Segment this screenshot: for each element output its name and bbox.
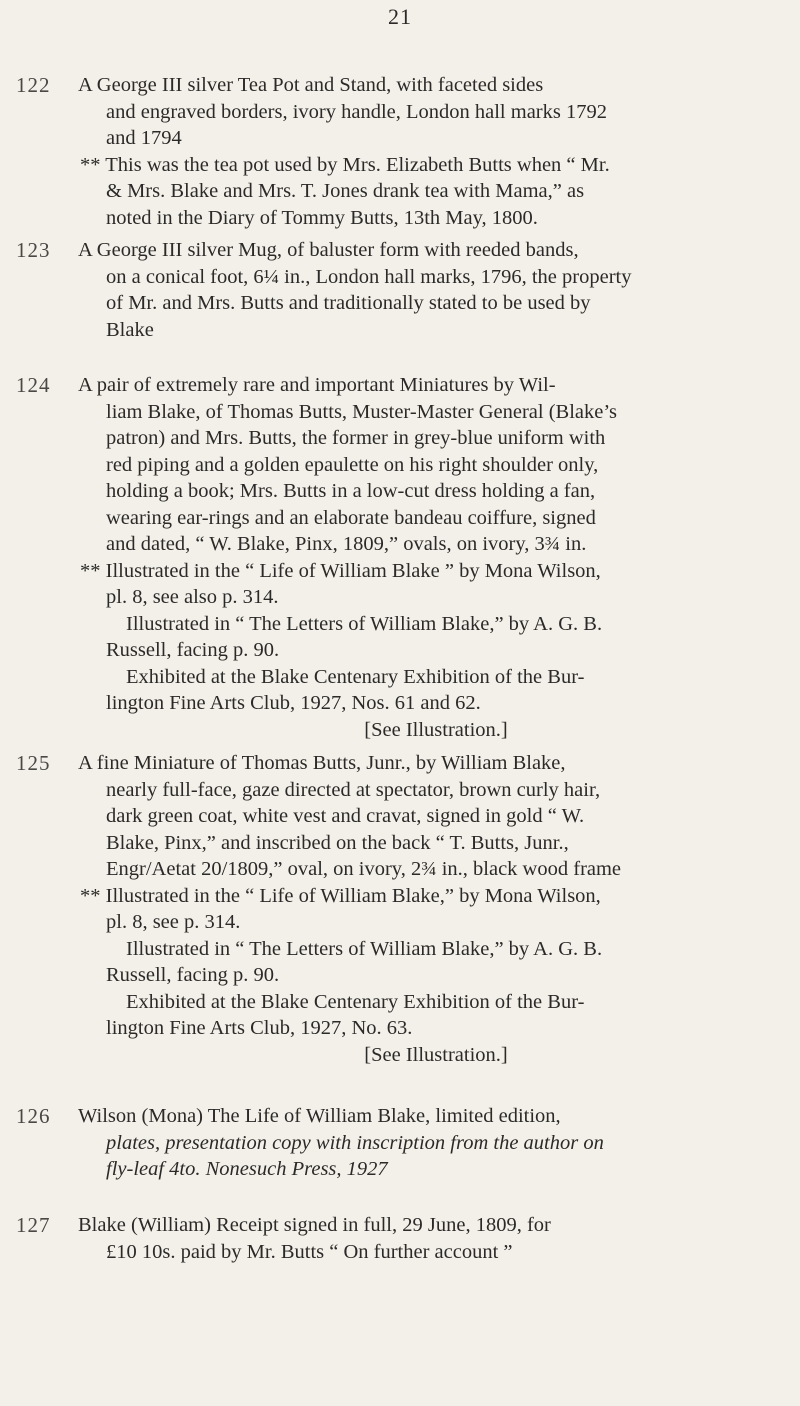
lot-line: Blake <box>106 318 154 341</box>
lot-number: 122 <box>16 73 51 97</box>
lot-line: Russell, facing p. 90. <box>106 964 280 986</box>
lot-line: & Mrs. Blake and Mrs. T. Jones drank tea with Mama,” as <box>106 180 585 202</box>
lot-line: lington Fine Arts Club, 1927, No. 63. <box>106 1017 413 1039</box>
lot-line: Illustrated in “ The Letters of William Blake,” by A. G. B. <box>126 937 603 960</box>
lot-line: and engraved borders, ivory handle, London hall marks 1792 <box>106 100 607 123</box>
lot-line: A fine Miniature of Thomas Butts, Junr., by William Blake, <box>78 752 566 774</box>
see-illustration: [See Illustration.] <box>364 1043 508 1066</box>
lot-description <box>78 1103 794 1183</box>
lot-line: pl. 8, see also p. 314. <box>106 586 279 608</box>
lot-note: ** Illustrated in the “ Life of William Blake,” by Mona Wilson, <box>80 884 601 907</box>
lot-note: ** This was the tea pot used by Mrs. Elizabeth Butts when “ Mr. <box>80 153 610 176</box>
lot-description <box>78 750 794 1068</box>
lot-line: patron) and Mrs. Butts, the former in grey-blue uniform with <box>106 427 606 449</box>
lot-line: Blake, Pinx,” and inscribed on the back “ T. Butts, Junr., <box>106 831 569 854</box>
lot-line: pl. 8, see p. 314. <box>106 911 241 933</box>
lot-number: 125 <box>16 751 51 775</box>
lot-line: of Mr. and Mrs. Butts and traditionally stated to be used by <box>106 292 591 314</box>
lot-line: holding a book; Mrs. Butts in a low-cut dress holding a fan, <box>106 480 596 502</box>
lot-line: Exhibited at the Blake Centenary Exhibition of the Bur- <box>126 665 585 688</box>
lot-number: 126 <box>16 1104 51 1128</box>
lot-line: dark green coat, white vest and cravat, signed in gold “ W. <box>106 805 585 827</box>
lot-line: Illustrated in “ The Letters of William Blake,” by A. G. B. <box>126 612 603 635</box>
lot-line: A George III silver Tea Pot and Stand, with faceted sides <box>78 74 544 96</box>
lot-number: 127 <box>16 1213 51 1237</box>
lot-description <box>78 237 794 343</box>
lot-description <box>78 372 794 743</box>
lot-line: A pair of extremely rare and important Miniatures by Wil- <box>78 374 556 396</box>
lot-line: Blake (William) Receipt signed in full, 29 June, 1809, for <box>78 1214 551 1236</box>
lot-line: and 1794 <box>106 127 182 149</box>
lot-number: 123 <box>16 238 51 262</box>
lot-line: wearing ear-rings and an elaborate bandeau coiffure, signed <box>106 506 596 529</box>
page-number: 21 <box>388 4 412 29</box>
lot-line: Exhibited at the Blake Centenary Exhibition of the Bur- <box>126 990 585 1013</box>
lot-line: nearly full-face, gaze directed at spectator, brown curly hair, <box>106 778 601 801</box>
lot-line: and dated, “ W. Blake, Pinx, 1809,” ovals, on ivory, 3¾ in. <box>106 533 587 555</box>
lot-line: Russell, facing p. 90. <box>106 639 280 661</box>
see-illustration: [See Illustration.] <box>364 718 508 741</box>
lot-line: plates, presentation copy with inscription from the author on <box>106 1131 604 1154</box>
lot-description <box>78 1212 794 1265</box>
lot-line: A George III silver Mug, of baluster form with reeded bands, <box>78 239 579 261</box>
lot-line: noted in the Diary of Tommy Butts, 13th May, 1800. <box>106 206 538 229</box>
lot-line: Wilson (Mona) The Life of William Blake, limited edition, <box>78 1105 561 1127</box>
lot-line: liam Blake, of Thomas Butts, Muster-Master General (Blake’s <box>106 400 618 423</box>
lot-line: fly-leaf 4to. Nonesuch Press, 1927 <box>106 1158 388 1180</box>
lot-number: 124 <box>16 373 51 397</box>
lot-note: ** Illustrated in the “ Life of William Blake ” by Mona Wilson, <box>80 559 601 582</box>
lot-description <box>78 72 794 231</box>
lot-line: Engr/Aetat 20/1809,” oval, on ivory, 2¾ in., black wood frame <box>106 858 622 880</box>
lot-line: on a conical foot, 6¼ in., London hall marks, 1796, the property <box>106 265 632 288</box>
lot-line: £10 10s. paid by Mr. Butts “ On further account ” <box>106 1240 513 1263</box>
lot-line: red piping and a golden epaulette on his right shoulder only, <box>106 453 599 476</box>
lot-line: lington Fine Arts Club, 1927, Nos. 61 and 62. <box>106 692 481 714</box>
